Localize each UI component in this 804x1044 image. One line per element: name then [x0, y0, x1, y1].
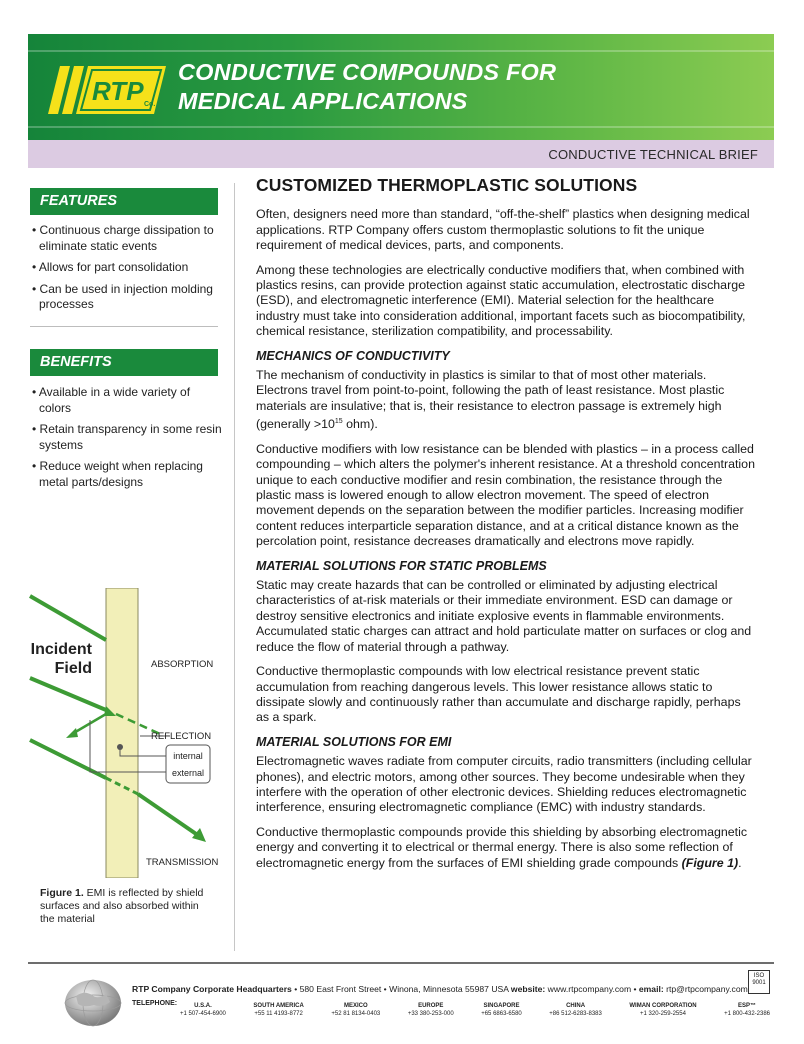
figure-caption: Figure 1. EMI is reflected by shield surfaces and also absorbed within the material [40, 887, 204, 925]
benefits-list [32, 385, 222, 496]
brief-label-bar [28, 140, 774, 168]
arrow-icon [66, 728, 78, 738]
features-list [32, 223, 222, 319]
figure-reference: (Figure 1) [681, 855, 739, 870]
list-item: SINGAPORE +65 6863-6580 [481, 1003, 522, 1017]
svg-text:Incident: Incident [30, 641, 92, 658]
globe-icon [62, 978, 124, 1028]
svg-text:internal: internal [173, 751, 203, 761]
brief-label: CONDUCTIVE TECHNICAL BRIEF [548, 147, 758, 162]
column-divider [234, 183, 235, 951]
paragraph: Static may create hazards that can be controlled or eliminated by adjusting electrical characteristics of at-risk materials or their immediate environment. ESD can damage or destroy sensitive electronics and initiate explosive events in flammable environments. Accumulated static charges can attract and hold particulate matter on surfaces or clog and reduce the flow of material through a pathway. [256, 578, 752, 654]
paragraph: Among these technologies are electrically conductive modifiers that, when combined with plastics resins, can provide protection against static accumulation, electrostatic discharge (ESD), and electromagnetic interference (EMI). Material selection for the healthcare industry must take into consideration additional, important facets such as biocompatibility, chemical resistance, sterilization compatibility, and processability. [256, 262, 746, 339]
list-item: • Retain transparency in some resin systems [32, 422, 222, 452]
paragraph: Conductive thermoplastic compounds with low electrical resistance prevent static accumulation from reaching dangerous levels. This lower resistance allows static to dissipate slowly and continuously rather than accumulate and discharge rapidly, perhaps as a spark. [256, 664, 741, 725]
telephone-label: TELEPHONE: [132, 1000, 178, 1007]
list-item: • Continuous charge dissipation to eliminate static events [32, 223, 214, 253]
svg-text:Field: Field [54, 660, 92, 677]
sidebar-divider [30, 326, 218, 327]
banner-stripe [28, 50, 774, 52]
list-item: EUROPE +33 380-253-000 [407, 1003, 454, 1017]
subheading-emi: MATERIAL SOLUTIONS FOR EMI [256, 734, 452, 749]
paragraph: Conductive modifiers with low resistance can be blended with plastics – in a process called compounding – which alters the polymer's inherent resistance. At a threshold concentration unique to each conductive modifier and resin combination, the resistance through the plastic mass is lowered enough to allow electron movement. The speed of electron movement depends on the separation between the modifier particles. Increasing modifier content reduces interparticle separation distance, and at a critical distance known as the percolation point, resistance decreases dramatically and electrons move rapidly. [256, 441, 755, 549]
rtp-logo [48, 62, 168, 118]
list-item: • Available in a wide variety of colors [32, 385, 191, 415]
subheading-mechanics: MECHANICS OF CONDUCTIVITY [256, 348, 450, 363]
title-line-2: MEDICAL APPLICATIONS [178, 88, 468, 114]
list-item: • Can be used in injection molding processes [32, 281, 213, 311]
list-item: SOUTH AMERICA +55 11 4193-8772 [253, 1003, 304, 1017]
paragraph: Electromagnetic waves radiate from computer circuits, radio transmitters (including cellular phones), and electric motors, among other sources. They become undesirable when they interfere with the operation of other electronic devices. Shielding reduces electromagnetic interference, ensuring electromagnetic compliance (EMC) with industry standards. [256, 754, 752, 815]
paragraph: The mechanism of conductivity in plastics is similar to that of most other materials. Electrons travel from point-to-point, following the path of least resistance. Most plastic materials are insulative; that is, their resistance to electron passage is extremely high (generally $>10^{15}$ ohm). [256, 368, 725, 432]
paragraph: Conductive thermoplastic compounds provide this shielding by absorbing electromagnetic energy and converting it to electrical or thermal energy. There is also some reflection of electromagnetic energy from the surfaces of EMI shielding grade compounds (Figure 1). [256, 824, 748, 870]
transmitted-ray [138, 794, 202, 838]
title-line-1: CONDUCTIVE COMPOUNDS FOR [178, 59, 557, 85]
banner-stripe [28, 126, 774, 128]
list-item: ESP™ +1 800-432-2386 [724, 1003, 770, 1017]
svg-text:RTP: RTP [92, 76, 144, 106]
arrow-icon [192, 828, 206, 842]
svg-text:REFLECTION: REFLECTION [151, 731, 212, 742]
office-phone-list [180, 1002, 770, 1018]
footer-rule [28, 962, 774, 964]
incident-ray [30, 678, 106, 710]
page-title [178, 58, 556, 116]
iso-badge: ISO 9001 [748, 970, 770, 994]
list-item: MEXICO +52 81 8134-0403 [331, 1003, 381, 1017]
headquarters-address: RTP Company Corporate Headquarters • 580 East Front Street • Winona, Minnesota 55987 USA website: www.rtpcompany.com • email: rtp@rtpcompany.com [132, 984, 748, 994]
svg-text:TRANSMISSION: TRANSMISSION [146, 857, 219, 868]
list-item: CHINA +86 512-6283-8383 [549, 1003, 602, 1017]
footer [28, 962, 774, 1022]
shield-layer [106, 588, 138, 878]
benefits-heading: BENEFITS [30, 349, 218, 376]
reflected-ray [72, 714, 106, 734]
svg-text:Co.: Co. [144, 101, 156, 108]
emi-diagram [20, 588, 230, 878]
features-heading: FEATURES [30, 188, 218, 215]
subheading-static: MATERIAL SOLUTIONS FOR STATIC PROBLEMS [256, 558, 547, 573]
incident-ray [30, 596, 106, 640]
svg-text:ABSORPTION: ABSORPTION [151, 659, 214, 670]
svg-text:external: external [171, 768, 205, 778]
main-content [256, 175, 756, 880]
email-link[interactable]: rtp@rtpcompany.com [663, 984, 748, 994]
list-item: • Allows for part consolidation [32, 260, 189, 274]
list-item: U.S.A. +1 507-454-6900 [180, 1003, 226, 1017]
paragraph: Often, designers need more than standard, “off-the-shelf” plastics when designing medical applications. RTP Company offers custom thermoplastic solutions to fit the unique requirement of medical devices, parts, and components. [256, 207, 750, 253]
list-item: WIMAN CORPORATION +1 320-259-2554 [629, 1003, 697, 1017]
header-banner [28, 34, 774, 140]
section-heading: CUSTOMIZED THERMOPLASTIC SOLUTIONS [256, 175, 638, 195]
website-link[interactable]: www.rtpcompany.com • [545, 984, 639, 994]
list-item: • Reduce weight when replacing metal parts/designs [32, 459, 203, 489]
